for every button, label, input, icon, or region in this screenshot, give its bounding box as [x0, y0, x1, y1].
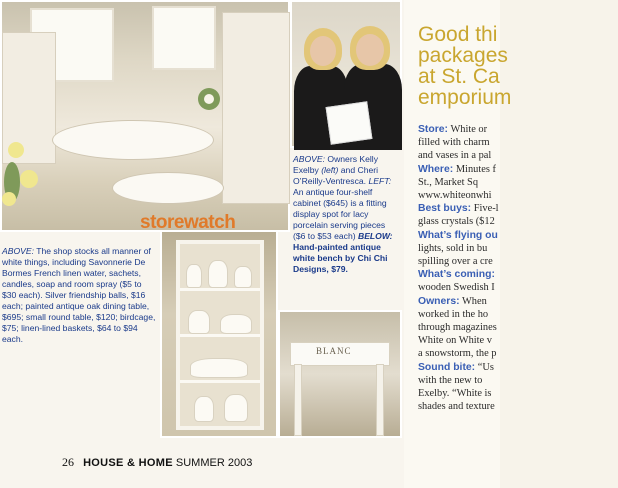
article-text: Exelby. “White is: [418, 388, 492, 400]
article-text: through magazines: [418, 322, 497, 334]
article-label: Store:: [418, 124, 449, 135]
article-line: [418, 400, 618, 413]
headline-line: Good thi: [418, 23, 498, 46]
owners-caption: [293, 154, 399, 275]
article-body: [418, 123, 618, 413]
porcelain-piece: [190, 358, 248, 378]
bench-leg: [294, 364, 302, 436]
caption-lead: BELOW:: [357, 231, 393, 241]
caption-lead: LEFT:: [368, 176, 392, 186]
article-line: [418, 308, 618, 321]
caption-text: An antique four-shelf cabinet ($645) is a fitting display spot for lacy porcelain serving pieces ($6 to $53 each): [293, 187, 387, 241]
porcelain-piece: [188, 310, 210, 334]
article-text: White on White v: [418, 335, 492, 347]
section-title: storewatch: [140, 212, 236, 233]
owner-face: [356, 34, 384, 66]
article-text: wooden Swedish I: [418, 282, 495, 294]
article-line: [418, 295, 618, 308]
caption-text: Owners Kelly Exelby: [293, 154, 379, 175]
article-line: [418, 136, 618, 149]
article-line: [418, 387, 618, 400]
article-line: [418, 149, 618, 162]
shop-interior-photo: [0, 0, 290, 232]
article-text: www.whiteonwhi: [418, 190, 492, 202]
article-line: [418, 334, 618, 347]
porcelain-piece: [234, 266, 252, 288]
tulip-flower: [2, 192, 16, 206]
porcelain-piece: [194, 396, 214, 422]
shop-cabinet: [222, 12, 290, 204]
article-line: [418, 374, 618, 387]
article-line: [418, 242, 618, 255]
article-text: and vases in a pal: [418, 150, 492, 162]
owners-photo: [290, 0, 402, 148]
issue-date: SUMMER 2003: [175, 457, 253, 469]
shop-caption: [2, 246, 156, 345]
article-line: [418, 255, 618, 268]
caption-text: Hand-painted antique white bench by Chi Chi Designs, $79.: [293, 242, 388, 274]
caption-note: (left): [321, 165, 339, 175]
magazine-name: HOUSE & HOME: [83, 457, 173, 469]
article-line: [418, 281, 618, 294]
article-line: [418, 163, 618, 176]
article-line: [418, 176, 618, 189]
article-line: [418, 189, 618, 202]
article-text: filled with charm: [418, 137, 490, 149]
article-text: glass crystals ($12: [418, 216, 495, 228]
article-text: spilling over a cre: [418, 256, 493, 268]
article-text: lights, sold in bu: [418, 242, 488, 254]
bench-photo: [278, 310, 402, 438]
porcelain-piece: [224, 394, 248, 422]
article-text: St., Market Sq: [418, 176, 479, 188]
article-line: [418, 321, 618, 334]
cabinet-shelf: [180, 288, 260, 291]
bench-leg: [376, 364, 384, 436]
article-text: When: [459, 295, 487, 307]
caption-lead: ABOVE:: [2, 246, 34, 256]
article-line: [418, 123, 618, 136]
article-column: [404, 0, 512, 488]
article-text: a snowstorm, the p: [418, 348, 497, 360]
cabinet-photo: [160, 230, 278, 438]
article-label: Best buys:: [418, 203, 472, 215]
article-headline: [418, 24, 578, 108]
article-line: [418, 229, 618, 242]
caption-lead: ABOVE:: [293, 154, 325, 164]
headline-line: packages: [418, 44, 508, 67]
white-flower: [204, 94, 214, 104]
caption-text: The shop stocks all manner of white things, including Savonnerie De Bormes French linen water, sachets, candles, soap and room spray ($5 to $30 each). Silver friendship balls, $16 each; painted antique oak dining table, $695; small round table, $120; birdcage, $75; linen-lined baskets, $64 to $94 each.: [2, 246, 156, 344]
bench-lettering: BLANC: [316, 346, 352, 356]
tulip-flower: [8, 142, 24, 158]
article-text: worked in the ho: [418, 308, 489, 320]
article-label: Sound bite:: [418, 361, 476, 373]
article-text: “Us: [475, 361, 494, 373]
tulip-flower: [20, 170, 38, 188]
gift-package: [326, 101, 373, 144]
caption-text: and Cheri O’Reilly-Ventresca.: [293, 165, 379, 186]
article-label: Where:: [418, 163, 454, 175]
article-line: [418, 215, 618, 228]
cabinet-shelf: [180, 334, 260, 337]
article-text: Five-l: [471, 203, 499, 215]
page-number: 26: [62, 455, 74, 469]
dining-table: [52, 120, 214, 160]
article-text: shades and texture: [418, 401, 495, 413]
headline-line: emporium: [418, 86, 512, 109]
porcelain-piece: [220, 314, 252, 334]
article-label: What’s coming:: [418, 269, 495, 281]
article-line: [418, 361, 618, 374]
porcelain-piece: [186, 264, 202, 288]
porcelain-piece: [208, 260, 228, 288]
page-footer: [62, 455, 252, 470]
round-table: [112, 172, 224, 204]
article-line: [418, 268, 618, 281]
headline-line: at St. Ca: [418, 65, 500, 88]
cabinet-shelf: [180, 380, 260, 383]
shop-window: [152, 6, 216, 70]
article-line: [418, 347, 618, 360]
article-text: Minutes f: [453, 163, 496, 175]
article-line: [418, 202, 618, 215]
article-label: Owners:: [418, 295, 460, 307]
four-shelf-cabinet: [176, 240, 264, 430]
article-text: White or: [448, 124, 488, 135]
owner-face: [310, 36, 336, 66]
article-label: What’s flying ou: [418, 229, 498, 241]
article-text: with the new to: [418, 374, 483, 386]
